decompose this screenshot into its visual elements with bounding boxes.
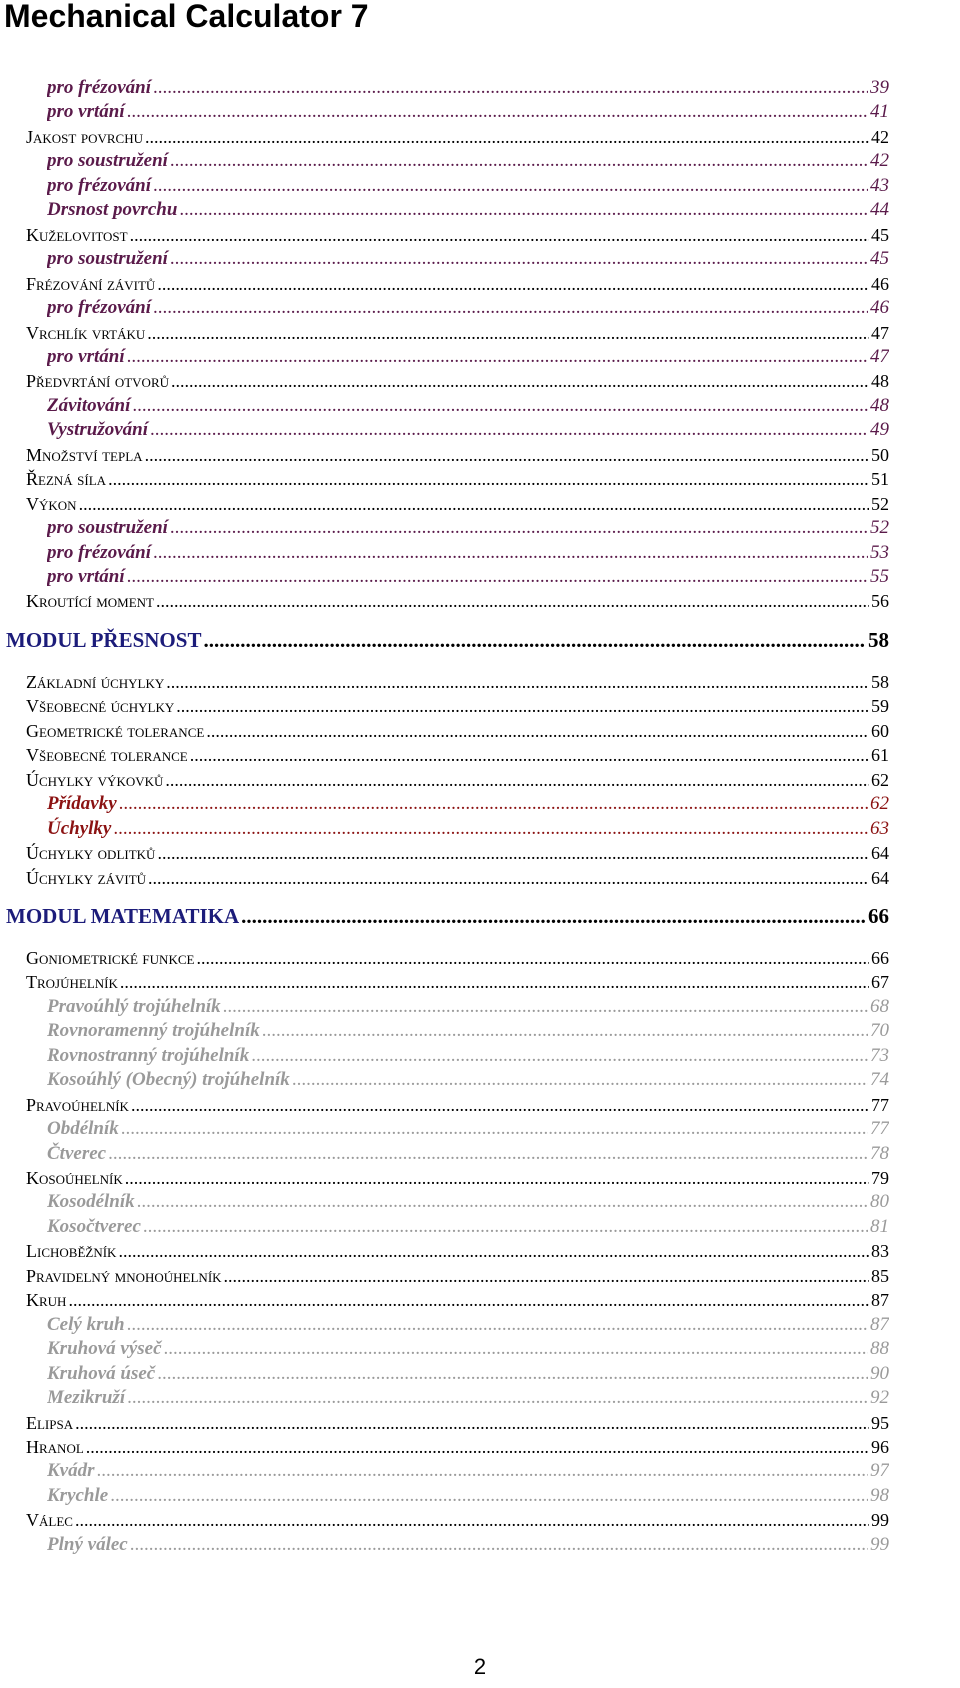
toc-entry-label: Trojúhelník xyxy=(26,972,118,993)
toc-entry-page: 47 xyxy=(870,345,889,367)
toc-entry-page: 52 xyxy=(870,517,889,539)
toc-entry[interactable] xyxy=(47,1068,889,1092)
toc-entry-label: pro vrtání xyxy=(47,566,125,587)
toc-entry-page: 62 xyxy=(870,793,889,815)
dot-leader xyxy=(148,866,869,890)
toc-entry[interactable] xyxy=(26,841,889,865)
toc-entry-label: Předvrtání otvorů xyxy=(26,371,169,392)
toc-entry-label: Frézování závitů xyxy=(26,273,156,294)
toc-entry-label: Geometrické tolerance xyxy=(26,720,205,741)
toc-entry-label: Rovnostranný trojúhelník xyxy=(47,1044,250,1066)
toc-entry[interactable] xyxy=(26,1435,889,1459)
toc-entry-label: Úchylky závitů xyxy=(26,867,147,888)
dot-leader xyxy=(79,492,869,516)
dot-leader xyxy=(131,1093,869,1117)
toc-entry-page: 67 xyxy=(871,972,889,993)
toc-entry-page: 73 xyxy=(870,1044,889,1066)
toc-entry-page: 45 xyxy=(871,224,889,245)
dot-leader xyxy=(143,1215,868,1239)
toc-entry-label: Úchylky xyxy=(47,817,112,839)
toc-entry-label: Všeobecné úchylky xyxy=(26,696,175,717)
toc-entry-page: 49 xyxy=(870,419,889,441)
toc-entry[interactable] xyxy=(26,369,889,393)
toc-entry[interactable] xyxy=(26,743,889,767)
toc-entry-label: Lichoběžník xyxy=(26,1241,117,1262)
toc-entry-page: 47 xyxy=(871,322,889,343)
dot-leader xyxy=(196,946,869,970)
toc-entry-page: 50 xyxy=(871,444,889,465)
document-title: Mechanical Calculator 7 xyxy=(4,0,369,34)
toc-entry-page: 77 xyxy=(870,1118,889,1140)
toc-entry[interactable] xyxy=(26,1288,889,1312)
toc-entry-label: Vrchlík vrtáku xyxy=(26,322,146,343)
dot-leader xyxy=(166,670,869,694)
dot-leader xyxy=(292,1068,868,1092)
toc-entry[interactable] xyxy=(47,817,889,841)
toc-section-entry[interactable] xyxy=(6,626,889,654)
dot-leader xyxy=(156,589,869,613)
dot-leader xyxy=(170,247,868,271)
toc-entry-label: Kruhová výseč xyxy=(47,1338,162,1360)
toc-entry-page: 42 xyxy=(870,150,889,172)
toc-entry-label: Hranol xyxy=(26,1436,84,1457)
dot-leader xyxy=(97,1459,869,1483)
dot-leader xyxy=(176,694,869,718)
toc-entry-page: 66 xyxy=(868,903,889,928)
dot-leader xyxy=(127,1386,868,1410)
toc-entry-label: Rovnoramenný trojúhelník xyxy=(47,1020,260,1042)
dot-leader xyxy=(127,1313,868,1337)
toc-entry-label: Kruh xyxy=(26,1290,67,1311)
toc-entry-page: 42 xyxy=(871,126,889,147)
toc-entry[interactable] xyxy=(47,247,889,271)
dot-leader xyxy=(153,541,868,565)
toc-entry[interactable] xyxy=(47,174,889,198)
toc-entry-label: pro frézování xyxy=(47,77,151,98)
dot-leader xyxy=(206,719,869,743)
toc-entry-page: 92 xyxy=(870,1387,889,1409)
toc-entry[interactable] xyxy=(47,345,889,369)
toc-entry-page: 77 xyxy=(871,1094,889,1115)
toc-entry[interactable] xyxy=(47,1484,889,1508)
toc-entry-page: 63 xyxy=(870,817,889,839)
toc-entry-label: Úchylky výkovků xyxy=(26,769,164,790)
toc-entry-page: 56 xyxy=(871,591,889,612)
dot-leader xyxy=(130,1533,868,1557)
toc-entry-page: 70 xyxy=(870,1020,889,1042)
toc-entry-label: Kosočtverec xyxy=(47,1215,141,1237)
toc-entry-label: Čtverec xyxy=(47,1142,107,1164)
toc-entry-page: 88 xyxy=(870,1338,889,1360)
toc-entry-page: 80 xyxy=(870,1191,889,1213)
toc-entry-page: 58 xyxy=(871,671,889,692)
toc-entry-page: 59 xyxy=(871,696,889,717)
dot-leader xyxy=(75,1508,869,1532)
dot-leader xyxy=(137,1190,868,1214)
toc-entry-page: 52 xyxy=(871,493,889,514)
toc-entry-page: 48 xyxy=(871,371,889,392)
toc-entry-page: 87 xyxy=(871,1290,889,1311)
toc-entry[interactable] xyxy=(47,1044,889,1068)
toc-entry-page: 87 xyxy=(870,1313,889,1335)
toc-entry-page: 99 xyxy=(870,1533,889,1555)
toc-entry[interactable] xyxy=(26,125,889,149)
dot-leader xyxy=(108,1142,868,1166)
toc-entry[interactable] xyxy=(47,1362,889,1386)
toc-entry-page: 74 xyxy=(870,1069,889,1091)
toc-entry-label: Přídavky xyxy=(47,793,117,815)
toc-entry[interactable] xyxy=(26,492,889,516)
toc-entry-label: Krychle xyxy=(47,1484,109,1506)
toc-entry[interactable] xyxy=(47,100,889,124)
toc-entry[interactable] xyxy=(47,1386,889,1410)
toc-entry-label: Všeobecné tolerance xyxy=(26,745,188,766)
dot-leader xyxy=(157,1362,868,1386)
dot-leader xyxy=(147,321,869,345)
toc-entry-page: 46 xyxy=(871,273,889,294)
dot-leader xyxy=(157,841,869,865)
toc-entry[interactable] xyxy=(26,970,889,994)
dot-leader xyxy=(121,1117,868,1141)
dot-leader xyxy=(171,369,869,393)
toc-entry-label: pro frézování xyxy=(47,297,151,319)
toc-entry[interactable] xyxy=(47,1142,889,1166)
toc-entry-label: Množství tepla xyxy=(26,444,143,465)
toc-entry[interactable] xyxy=(47,516,889,540)
toc-entry[interactable] xyxy=(26,866,889,890)
dot-leader xyxy=(203,626,866,654)
dot-leader xyxy=(125,1166,869,1190)
toc-entry-label: Úchylky odlitků xyxy=(26,843,156,864)
dot-leader xyxy=(170,149,868,173)
toc-entry-label: Kroutící moment xyxy=(26,591,154,612)
toc-entry[interactable] xyxy=(26,223,889,247)
toc-entry-page: 48 xyxy=(870,394,889,416)
toc-entry[interactable] xyxy=(26,946,889,970)
dot-leader xyxy=(108,467,869,491)
toc-entry[interactable] xyxy=(47,1190,889,1214)
toc-entry[interactable] xyxy=(26,1411,889,1435)
toc-entry-label: MODUL MATEMATIKA xyxy=(6,903,240,928)
toc-entry-page: 41 xyxy=(870,101,889,123)
toc-entry[interactable] xyxy=(26,694,889,718)
toc-entry[interactable] xyxy=(47,76,889,100)
toc-entry[interactable] xyxy=(26,1166,889,1190)
toc-entry-page: 95 xyxy=(871,1412,889,1433)
toc-entry-label: Řezná síla xyxy=(26,469,107,490)
toc-section-entry[interactable] xyxy=(6,902,889,930)
dot-leader xyxy=(157,272,869,296)
page-number: 2 xyxy=(473,1654,487,1679)
dot-leader xyxy=(130,223,869,247)
toc-entry-label: Kosodélník xyxy=(47,1191,135,1213)
toc-entry-label: Kosoúhelník xyxy=(26,1168,123,1188)
dot-leader xyxy=(223,995,868,1019)
toc-entry-label: MODUL PŘESNOST xyxy=(6,627,202,652)
toc-entry-page: 85 xyxy=(871,1265,889,1286)
dot-leader xyxy=(127,100,868,124)
toc-entry[interactable] xyxy=(26,1264,889,1288)
toc-entry[interactable] xyxy=(47,418,889,442)
toc-entry-label: Pravoúhlý trojúhelník xyxy=(47,995,221,1017)
toc-entry-label: Výkon xyxy=(26,493,77,514)
dot-leader xyxy=(110,1484,868,1508)
toc-entry[interactable] xyxy=(26,467,889,491)
toc-entry-label: Jakost povrchu xyxy=(26,126,143,147)
dot-leader xyxy=(150,418,868,442)
dot-leader xyxy=(68,1288,869,1312)
toc-entry-label: Celý kruh xyxy=(47,1313,125,1335)
toc-entry-label: Kuželovitost xyxy=(26,224,128,245)
toc-entry-label: Goniometrické funkce xyxy=(26,947,195,968)
toc-entry-page: 51 xyxy=(871,469,889,490)
toc-entry-page: 60 xyxy=(871,720,889,741)
toc-entry-page: 83 xyxy=(871,1241,889,1262)
toc-entry[interactable] xyxy=(47,565,889,589)
toc-entry[interactable] xyxy=(47,1019,889,1043)
dot-leader xyxy=(224,1264,869,1288)
toc-entry[interactable] xyxy=(47,1533,889,1557)
toc-entry-label: Pravidelný mnohoúhelník xyxy=(26,1265,222,1286)
toc-entry-label: Vystružování xyxy=(47,419,149,441)
toc-entry-page: 55 xyxy=(870,566,889,587)
toc-entry-page: 79 xyxy=(871,1168,889,1188)
toc-entry-label: Pravoúhelník xyxy=(26,1094,129,1115)
toc-entry[interactable] xyxy=(26,321,889,345)
toc-entry-page: 64 xyxy=(871,843,889,864)
toc-entry-page: 61 xyxy=(871,745,889,766)
toc-entry-page: 53 xyxy=(870,541,889,563)
dot-leader xyxy=(262,1019,868,1043)
toc-entry-label: pro soustružení xyxy=(47,248,168,270)
dot-leader xyxy=(132,394,868,418)
toc-entry[interactable] xyxy=(47,1459,889,1483)
toc-entry-page: 68 xyxy=(870,995,889,1017)
toc-entry-page: 46 xyxy=(870,297,889,319)
toc-entry[interactable] xyxy=(47,198,889,222)
toc-entry-label: Obdélník xyxy=(47,1118,119,1140)
dot-leader xyxy=(145,443,869,467)
toc-entry[interactable] xyxy=(47,1117,889,1141)
toc-entry-label: Válec xyxy=(26,1510,73,1531)
toc-entry-label: Mezikruží xyxy=(47,1387,126,1409)
dot-leader xyxy=(153,76,868,100)
dot-leader xyxy=(164,1337,868,1361)
toc-entry-page: 98 xyxy=(870,1484,889,1506)
dot-leader xyxy=(145,125,869,149)
toc-entry-label: pro vrtání xyxy=(47,345,125,367)
toc-entry-page: 97 xyxy=(870,1460,889,1482)
toc-entry[interactable] xyxy=(26,719,889,743)
dot-leader xyxy=(120,970,869,994)
toc-entry-label: Kosoúhlý (Obecný) trojúhelník xyxy=(47,1069,290,1091)
toc-entry[interactable] xyxy=(26,768,889,792)
dot-leader xyxy=(251,1044,868,1068)
toc-entry[interactable] xyxy=(26,1508,889,1532)
toc-entry-page: 58 xyxy=(868,627,889,652)
toc-entry[interactable] xyxy=(47,995,889,1019)
dot-leader xyxy=(113,817,868,841)
dot-leader xyxy=(153,296,868,320)
dot-leader xyxy=(75,1411,869,1435)
toc-entry[interactable] xyxy=(47,1215,889,1239)
toc-entry[interactable] xyxy=(47,792,889,816)
dot-leader xyxy=(190,743,869,767)
toc-entry-label: pro vrtání xyxy=(47,101,125,123)
toc-entry-label: Kruhová úseč xyxy=(47,1362,156,1384)
toc-entry-label: pro frézování xyxy=(47,541,151,563)
toc-entry-label: Drsnost povrchu xyxy=(47,199,178,221)
dot-leader xyxy=(165,768,869,792)
toc-entry[interactable] xyxy=(47,1337,889,1361)
toc-entry-label: Plný válec xyxy=(47,1533,128,1555)
toc-entry-page: 44 xyxy=(870,199,889,221)
toc-entry[interactable] xyxy=(26,272,889,296)
toc-entry[interactable] xyxy=(26,670,889,694)
toc-entry-page: 62 xyxy=(871,769,889,790)
toc-entry-label: pro soustružení xyxy=(47,517,168,539)
dot-leader xyxy=(153,174,868,198)
dot-leader xyxy=(170,516,868,540)
toc-entry-page: 99 xyxy=(871,1510,889,1531)
toc-entry-page: 66 xyxy=(871,947,889,968)
dot-leader xyxy=(127,565,868,589)
toc-entry-label: Základní úchylky xyxy=(26,671,165,692)
toc-entry[interactable] xyxy=(26,589,889,613)
dot-leader xyxy=(118,1239,869,1263)
toc-entry[interactable] xyxy=(47,1313,889,1337)
toc-entry-page: 39 xyxy=(870,77,889,98)
toc-entry[interactable] xyxy=(26,1239,889,1263)
toc-entry[interactable] xyxy=(47,149,889,173)
toc-entry-label: pro frézování xyxy=(47,174,151,196)
dot-leader xyxy=(119,792,868,816)
toc-entry-page: 45 xyxy=(870,248,889,270)
toc-entry-label: Kvádr xyxy=(47,1460,95,1482)
toc-entry[interactable] xyxy=(47,394,889,418)
dot-leader xyxy=(179,198,868,222)
toc-entry-label: Závitování xyxy=(47,394,131,416)
dot-leader xyxy=(241,902,866,930)
toc-entry-label: Elipsa xyxy=(26,1412,74,1433)
toc-entry-page: 78 xyxy=(870,1142,889,1164)
dot-leader xyxy=(86,1435,869,1459)
toc-entry[interactable] xyxy=(47,541,889,565)
toc-entry[interactable] xyxy=(26,443,889,467)
toc-entry-page: 64 xyxy=(871,867,889,888)
dot-leader xyxy=(127,345,868,369)
toc-entry-page: 96 xyxy=(871,1436,889,1457)
toc-entry-page: 81 xyxy=(870,1215,889,1237)
toc-entry-page: 90 xyxy=(870,1362,889,1384)
toc-entry[interactable] xyxy=(26,1093,889,1117)
toc-entry-page: 43 xyxy=(870,174,889,196)
toc-entry-label: pro soustružení xyxy=(47,150,168,172)
toc-entry[interactable] xyxy=(47,296,889,320)
